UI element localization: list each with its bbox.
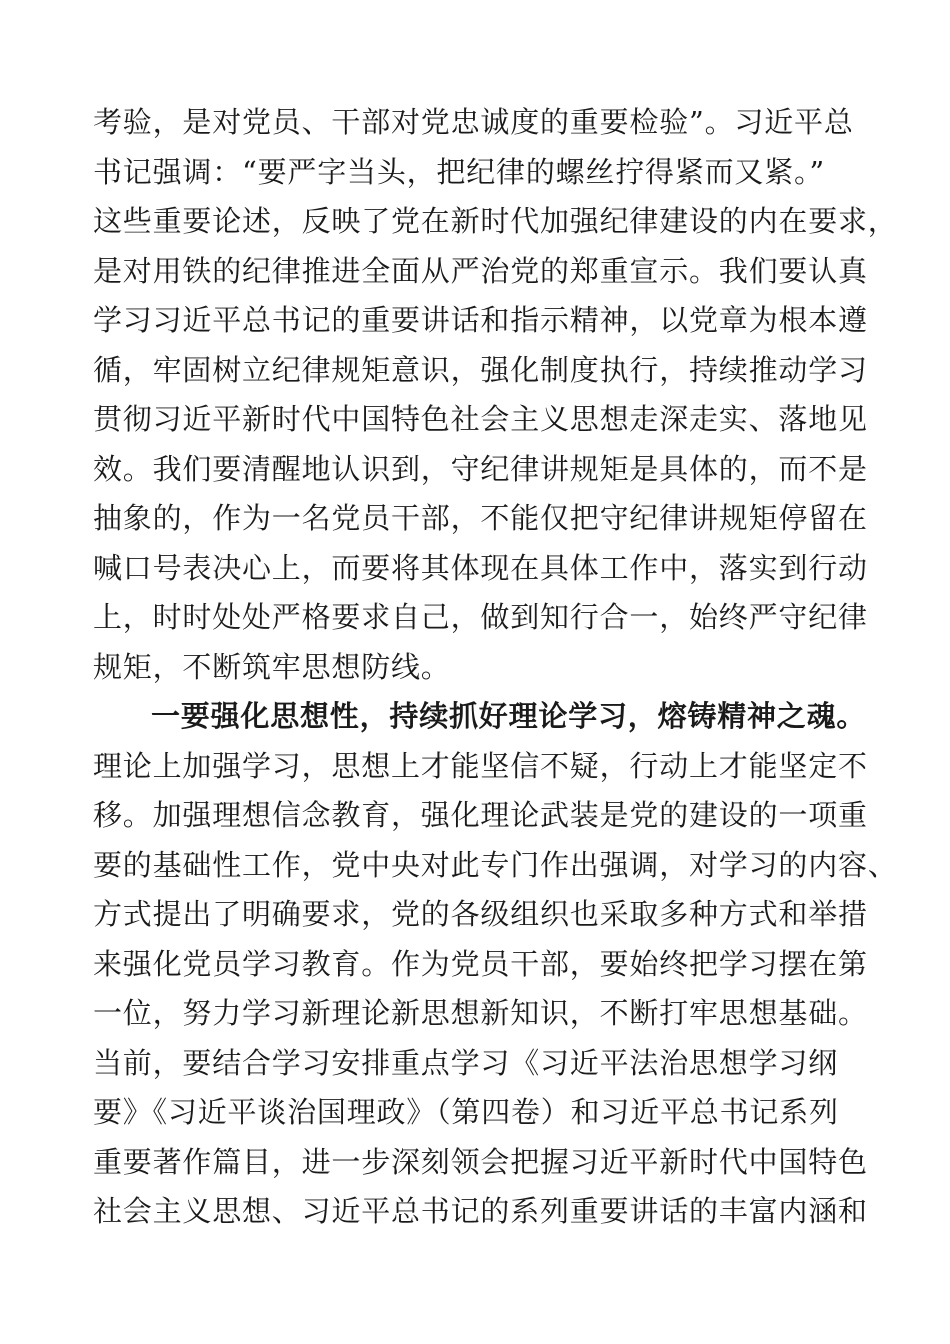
document-body (93, 98, 898, 1237)
text-line: 这些重要论述，反映了党在新时代加强纪律建设的内在要求， (93, 204, 898, 238)
text-line: 当前，要结合学习安排重点学习《习近平法治思想学习纲 (93, 1045, 839, 1080)
text-line: 效。我们要清醒地认识到，守纪律讲规矩是具体的，而不是 (93, 451, 868, 486)
text-line: 要》《习近平谈治国理政》（第四卷）和习近平总书记系列 (93, 1095, 839, 1129)
text-line: 书记强调：“要严字当头，把纪律的螺丝拧得紧而又紧。” (93, 154, 825, 189)
text-line: 移。加强理想信念教育，强化理论武装是党的建设的一项重 (93, 798, 868, 832)
text-line: 循，牢固树立纪律规矩意识，强化制度执行，持续推动学习 (93, 352, 868, 387)
section-heading: 一要强化思想性，持续抓好理论学习，熔铸精神之魂。 (151, 699, 867, 733)
text-line: 贯彻习近平新时代中国特色社会主义思想走深走实、落地见 (93, 402, 868, 436)
text-line: 考验，是对党员、干部对党忠诚度的重要检验”。习近平总 (93, 105, 854, 139)
text-line: 上，时时处处严格要求自己，做到知行合一，始终严守纪律 (93, 600, 868, 634)
text-line: 抽象的，作为一名党员干部，不能仅把守纪律讲规矩停留在 (93, 501, 868, 535)
text-line: 社会主义思想、习近平总书记的系列重要讲话的丰富内涵和 (93, 1194, 868, 1228)
text-line: 喊口号表决心上，而要将其体现在具体工作中，落实到行动 (93, 550, 868, 585)
text-line: 理论上加强学习，思想上才能坚信不疑，行动上才能坚定不 (93, 748, 868, 783)
text-line: 规矩，不断筑牢思想防线。 (93, 649, 451, 684)
text-line: 是对用铁的纪律推进全面从严治党的郑重宣示。我们要认真 (93, 253, 868, 288)
text-line: 重要著作篇目，进一步深刻领会把握习近平新时代中国特色 (93, 1144, 868, 1179)
text-line: 方式提出了明确要求，党的各级组织也采取多种方式和举措 (93, 897, 868, 931)
text-line: 学习习近平总书记的重要讲话和指示精神，以党章为根本遵 (93, 303, 868, 337)
text-line: 来强化党员学习教育。作为党员干部，要始终把学习摆在第 (93, 946, 868, 981)
text-line: 要的基础性工作，党中央对此专门作出强调，对学习的内容、 (93, 847, 898, 882)
text-line: 一位，努力学习新理论新思想新知识，不断打牢思想基础。 (93, 996, 868, 1030)
